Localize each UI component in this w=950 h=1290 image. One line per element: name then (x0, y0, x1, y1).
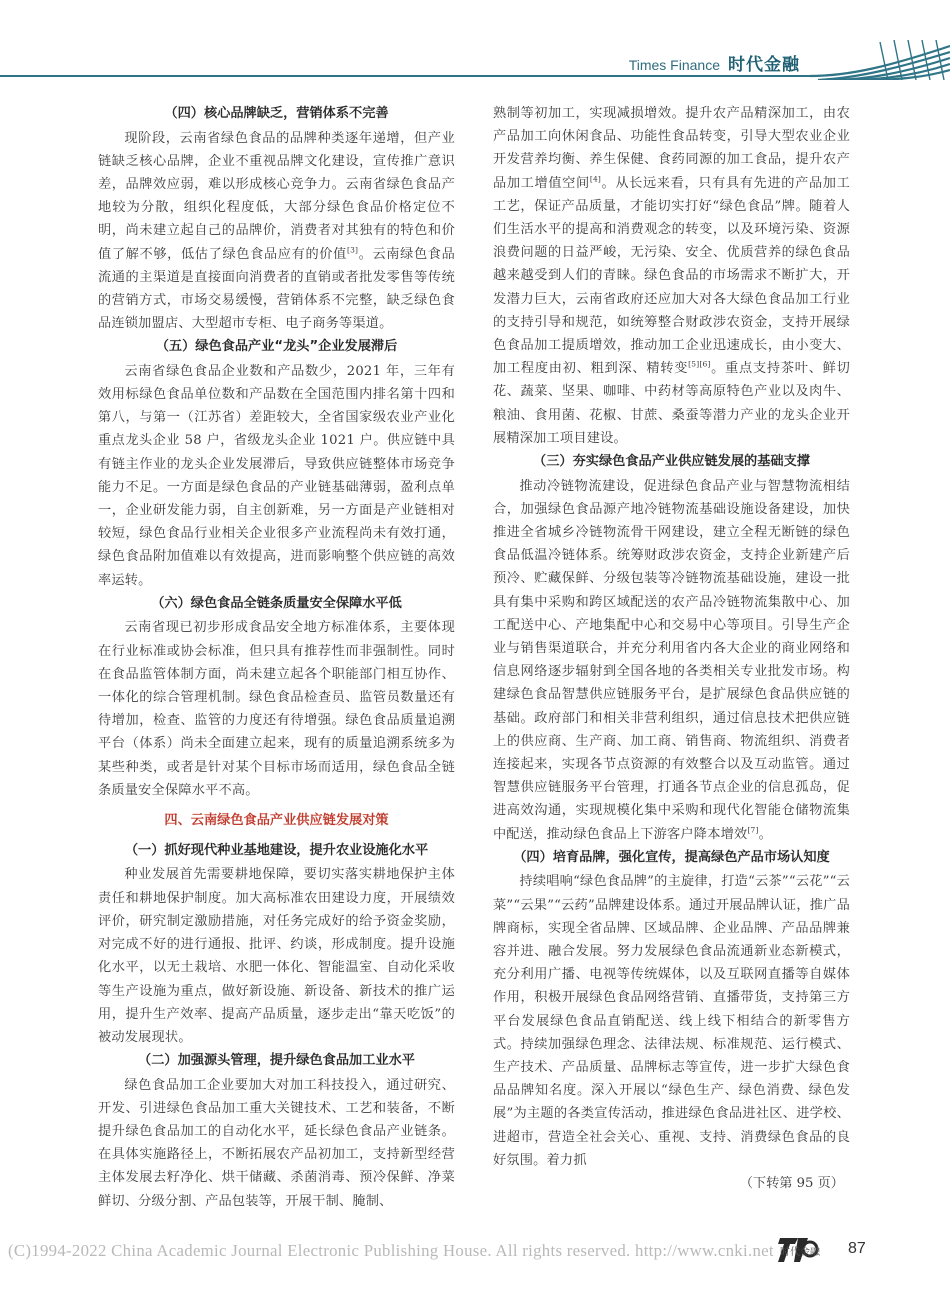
section-heading: （五）绿色食品产业“龙头”企业发展滞后 (155, 339, 398, 355)
left-column (98, 102, 455, 1213)
journal-title-cn: 时代金融 (728, 55, 800, 75)
body-paragraph (493, 102, 850, 450)
paragraph-text: 。从长远来看，只有具有先进的产品加工工艺，保证产品质量，才能切实打好“绿色食品”牌。随着人们生活水平的提高和消费观念的转变，以及环境污染、资源浪费问题的日益严峻，无污染、安全、优质营养的绿色食品越来越受到人们的青睐。绿色食品的市场需求不断扩大，开发潜力巨大，云南省政府还应加大对各大绿色食品加工行业的支持引导和规范，如统筹整合财政涉农资金，支持开展绿色食品加工提质增效，推动加工企业迅速成长，由小变大、加工程度由初、粗到深、精转变 (493, 175, 850, 377)
paragraph-text: 云南省绿色食品企业数和产品数少，2021 年，三年有效用标绿色食品单位数和产品数在全国范围内排名第十四和第八，与第一（江苏省）差距较大，全省国家级农业产业化重点龙头企业 58 户，省级龙头企业 1021 户。供应链中具有链主作业的龙头企业发展滞后，导致供应链整体市场竞争能力不足。一方面是绿色食品的产业链基础薄弱，盈利点单一，企业研发能力弱，自主创新难，另一方面是产业链相对较短，绿色食品行业相关企业很多产业流程尚未有效打通，绿色食品附加值难以有效提高，进而影响整个供应链的高效率运转。 (98, 363, 455, 588)
section-heading: （二）加强源头管理，提升绿色食品加工业水平 (138, 1053, 415, 1069)
section-heading: （一）抓好现代种业基地建设，提升农业设施化水平 (124, 842, 429, 858)
paragraph-text: 种业发展首先需要耕地保障，要切实落实耕地保护主体责任和耕地保护制度。加大高标准农田建设力度，开展绩效评价，研究制定激励措施，对任务完成好的给予资金奖励，对完成不好的进行通报、批评、约谈，形成制度。提升设施化水平，以无土栽培、水肥一体化、智能温室、自动化采收等生产设施为重点，做好新设施、新设备、新技术的推广运用，提升生产效率、提高产品质量，逐步走出“靠天吃饭”的被动发展现状。 (98, 867, 455, 1045)
paragraph-text: 现阶段，云南省绿色食品的品牌种类逐年递增，但产业链缺乏核心品牌，企业不重视品牌文化建设，宣传推广意识差，品牌效应弱，难以形成核心竞争力。云南省绿色食品产地较为分散，组织化程度低，大部分绿色食品价格定位不明，尚未建立起自己的品牌价，消费者对其独有的特色和价值了解不够，低估了绿色食品应有的价值 (98, 130, 455, 262)
section-heading: （四）培育品牌，强化宣传，提高绿色产品市场认知度 (513, 849, 830, 865)
body-paragraph (98, 616, 455, 802)
continued-note: （下转第 95 页） (739, 1175, 844, 1191)
paragraph-text: 熟制等初加工，实现减损增效。提升农产品精深加工，由农产品加工向休闲食品、功能性食品转变，引导大型农业企业开发营养均衡、养生保健、食药同源的加工食品，提升农产品加工增值空间 (493, 106, 850, 191)
paragraph-text: 云南省现已初步形成食品安全地方标准体系，主要体现在行业标准或协会标准，但只具有推荐性而非强制性。同时在食品监管体制方面，尚未建立起各个职能部门相互协作、一体化的综合管理机制。绿色食品检查员、监管员数量还有待增加，检查、监管的力度还有待增强。绿色食品质量追溯平台（体系）尚未全面建立起来，现有的质量追溯系统多为某些种类，或者是针对某个目标市场而适用，绿色食品全链条质量安全保障水平不高。 (98, 620, 455, 798)
body-paragraph (98, 1074, 455, 1213)
header-rule (0, 75, 815, 77)
paragraph-text: 绿色食品加工企业要加大对加工科技投入，通过研究、开发、引进绿色食品加工重大关键技术、工艺和装备，不断提升绿色食品加工的自动化水平，延长绿色食品产业链条。在具体实施路径上，不断拓展农产品初加工，支持新型经营主体发展去籽净化、烘干储藏、杀菌消毒、预冷保鲜、净菜鲜切、分级分割、产品包装等，开展干制、腌制、 (98, 1077, 455, 1209)
section-heading: （六）绿色食品全链条质量安全保障水平低 (151, 595, 402, 611)
citation-ref: [4] (589, 174, 602, 184)
page-footer (0, 1232, 950, 1272)
paragraph-text: 。云南绿色食品流通的主渠道是直接面向消费者的直销或者批发零售等传统的营销方式，市场交易缓慢，营销体系不完整，缺乏绿色食品连锁加盟店、大型超市专柜、电子商务等渠道。 (98, 246, 455, 332)
right-column (493, 102, 850, 1195)
citation-ref: [5][6] (688, 359, 711, 369)
footer-brand: 时代金融 (780, 1247, 820, 1258)
header-wave-pattern-icon (810, 40, 950, 80)
citation-ref: [7] (747, 825, 759, 835)
page-number: 87 (848, 1240, 866, 1257)
paragraph-text: 。 (758, 826, 772, 842)
body-paragraph (98, 360, 455, 592)
paragraph-text: 推动冷链物流建设，促进绿色食品产业与智慧物流相结合，加强绿色食品源产地冷链物流基础设施设备建设，加快推进全省城乡冷链物流骨干网建设，建立全程无断链的绿色食品低温冷链体系。统筹财政涉农资金，支持企业新建产后预冷、贮藏保鲜、分级包装等冷链物流基础设施，建设一批具有集中采购和跨区域配送的农产品冷链物流集散中心、加工配送中心、产地集配中心和交易中心等项目。引导生产企业与销售渠道联合，并充分利用省内各大企业的商业网络和信息网络逐步辐射到全国各地的各类相关专业批发市场。构建绿色食品智慧供应链服务平台，是扩展绿色食品供应链的基础。政府部门和相关非营利组织，通过信息技术把供应链上的供应商、生产商、加工商、销售商、物流组织、消费者连接起来，实现各节点资源的有效整合以及互动监管。通过智慧供应链服务平台管理，打通各节点企业的信息孤岛，促进高效沟通，实现规模化集中采购和现代化智能仓储物流集中配送，推动绿色食品上下游客户降本增效 (493, 478, 850, 842)
body-paragraph (98, 863, 455, 1049)
page-header (0, 0, 950, 90)
section-heading: （四）核心品牌缺乏，营销体系不完善 (164, 106, 389, 121)
body-paragraph (493, 475, 850, 846)
journal-title-en: Times Finance (628, 57, 720, 73)
journal-title (629, 50, 800, 75)
paragraph-text: 。重点支持茶叶、鲜切花、蔬菜、坚果、咖啡、中药材等高原特色产业以及肉牛、粮油、食用菌、花椒、甘蔗、桑蚕等潜力产业的龙头企业开展精深加工项目建设。 (493, 361, 850, 446)
citation-ref: [3] (346, 245, 359, 255)
copyright-notice: (C)1994-2022 China Academic Journal Electronic Publishing House. All rights reserved. http://www.cnki.net (8, 1241, 774, 1260)
paragraph-text: 持续唱响“绿色食品牌”的主旋律，打造“云茶”“云花”“云菜”“云果”“云药”品牌建设体系。通过开展品牌认证，推广品牌商标，实现全省品牌、区域品牌、企业品牌、产品品牌兼容并进、融合发展。努力发展绿色食品流通新业态新模式，充分利用广播、电视等传统媒体，以及互联网直播等自媒体作用，积极开展绿色食品网络营销、直播带货，支持第三方平台发展绿色食品直销配送、线上线下相结合的新零售方式。持续加强绿色理念、法律法规、标准规范、运行模式、生产技术、产品质量、品牌标志等宣传，进一步扩大绿色食品品牌知名度。深入开展以“绿色生产、绿色消费、绿色发展”为主题的各类宣传活动，推进绿色食品进社区、进学校、进超市，营造全社会关心、重视、支持、消费绿色食品的良好氛围。着力抓 (493, 874, 850, 1168)
section-heading: （三）夯实绿色食品产业供应链发展的基础支撑 (533, 454, 810, 470)
body-paragraph (98, 127, 455, 336)
chapter-heading: 四、云南绿色食品产业供应链发展对策 (164, 812, 389, 828)
body-paragraph (493, 870, 850, 1172)
